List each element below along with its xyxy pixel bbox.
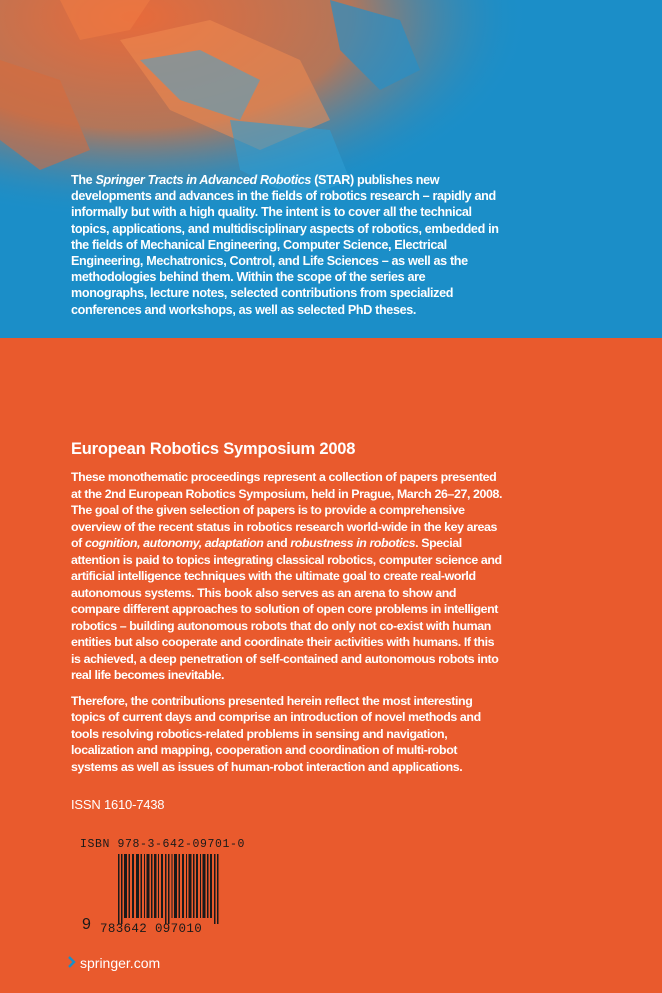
springer-link[interactable] xyxy=(68,955,160,971)
abstract-paragraph-1 xyxy=(71,469,503,684)
springer-link-text: springer.com xyxy=(80,955,161,971)
book-abstract xyxy=(71,469,503,784)
barcode-lead-digit: 9 xyxy=(82,916,91,933)
abstract-p1-and: and xyxy=(263,536,291,550)
chevron-right-icon xyxy=(68,955,76,971)
series-intro: The xyxy=(71,173,93,187)
abstract-p1-keywords-2: robustness in robotics xyxy=(290,536,416,550)
isbn-number: ISBN 978-3-642-09701-0 xyxy=(80,838,246,851)
barcode-bars xyxy=(118,854,222,924)
issn: ISSN 1610-7438 xyxy=(71,797,165,812)
book-title: European Robotics Symposium 2008 xyxy=(71,440,356,458)
abstract-p1-end: . Special attention is paid to topics integrating classical robotics, computer science and artificial intelligence techniques with the ultimate goal to create real-world autonomous systems. This book also serves as an arena to show and compare different approaches to solution of open core problems in intelligent robotics – building autonomous robots that do only not co-exist with human entities but also cooperate and coordinate their activities with humans. If this is achieved, a deep penetration of self-contained and autonomous robots into real life becomes inevitable. xyxy=(71,536,502,682)
series-name: Springer Tracts in Advanced Robotics xyxy=(95,173,312,187)
isbn-barcode xyxy=(70,834,260,944)
series-body: (STAR) publishes new developments and advances in the fields of robotics research – rapidly and informally but with a high quality. The intent is to cover all the technical topics, applications, and multidisciplinary aspects of robotics, embedded in the fields of Mechanical Engineering, Computer Science, Electrical Engineering, Mechatronics, Control, and Life Sciences – as well as the methodologies behind them. Within the scope of the series are monographs, lecture notes, selected contributions from specialized conferences and workshops, as well as selected PhD theses. xyxy=(71,173,499,317)
abstract-p1-keywords-1: cognition, autonomy, adaptation xyxy=(84,536,264,550)
abstract-p1-start: These monothematic proceedings represent a collection of papers presented at the 2nd European Robotics Symposium, held in Prague, March 26–27, 2008. The goal of the given selection of papers is to provide a comprehensive overview of the recent status in robotics research world-wide in the key areas of xyxy=(71,470,503,550)
barcode-digits: 783642 097010 xyxy=(100,922,203,936)
abstract-paragraph-2: Therefore, the contributions presented herein reflect the most interesting topics of current days and comprise an introduction of novel methods and tools resolving robotics-related problems in sensing and navigation, localization and mapping, cooperation and coordination of multi-robot systems as well as issues of human-robot interaction and applications. xyxy=(71,693,481,774)
series-description xyxy=(71,172,501,318)
